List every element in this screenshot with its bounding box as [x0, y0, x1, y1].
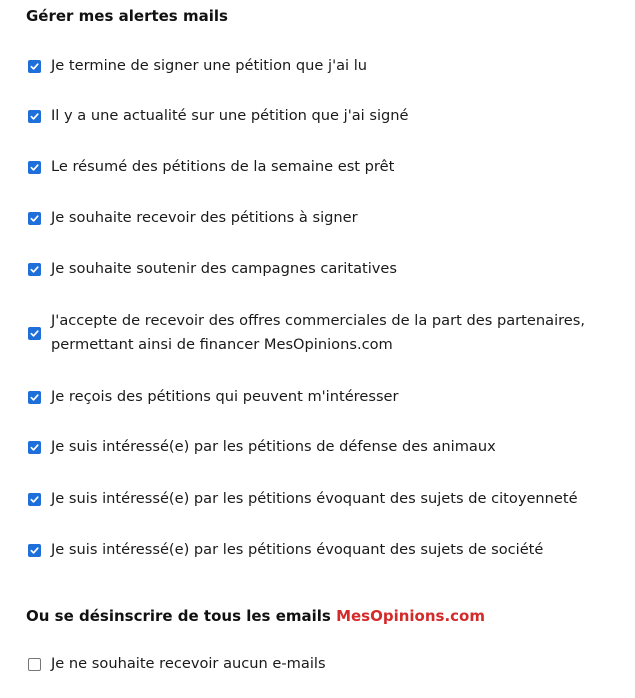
alert-option-checkbox[interactable] — [28, 327, 41, 340]
alert-option-label[interactable]: Je suis intéressé(e) par les pétitions de défense des animaux — [51, 438, 496, 455]
alert-option-label[interactable]: J'accepte de recevoir des offres commerciales de la part des partenaires, permettant ainsi de financer MesOpinions.com — [51, 312, 586, 353]
alert-option-label[interactable]: Je reçois des pétitions qui peuvent m'intéresser — [51, 388, 399, 405]
alert-option-checkbox[interactable] — [28, 161, 41, 174]
alert-option-label[interactable]: Je termine de signer une pétition que j'ai lu — [51, 57, 368, 74]
alert-option[interactable] — [28, 309, 629, 357]
unsubscribe-title-text: Ou se désinscrire de tous les emails — [26, 607, 337, 625]
alert-option[interactable] — [28, 487, 629, 511]
alert-option-label[interactable]: Je suis intéressé(e) par les pétitions évoquant des sujets de société — [51, 541, 544, 558]
alert-option-label[interactable]: Je souhaite soutenir des campagnes caritatives — [51, 260, 398, 277]
alert-option-checkbox[interactable] — [28, 212, 41, 225]
alert-option[interactable] — [28, 155, 629, 179]
alert-option[interactable] — [28, 435, 629, 459]
alert-option-label[interactable]: Je souhaite recevoir des pétitions à signer — [51, 209, 358, 226]
unsubscribe-all-label[interactable]: Je ne souhaite recevoir aucun e-mails — [51, 655, 326, 672]
alert-option[interactable] — [28, 257, 629, 281]
alert-option[interactable] — [28, 206, 629, 230]
alert-option-label[interactable]: Je suis intéressé(e) par les pétitions évoquant des sujets de citoyenneté — [51, 490, 578, 507]
alert-option-checkbox[interactable] — [28, 493, 41, 506]
unsubscribe-title — [26, 607, 485, 625]
alert-option[interactable] — [28, 54, 629, 78]
alert-option[interactable] — [28, 538, 629, 562]
alert-option-checkbox[interactable] — [28, 263, 41, 276]
alert-option-checkbox[interactable] — [28, 544, 41, 557]
unsubscribe-all-option[interactable] — [28, 652, 629, 676]
alert-option-label[interactable]: Il y a une actualité sur une pétition que j'ai signé — [51, 107, 409, 124]
alerts-title — [26, 7, 228, 25]
alert-option-label[interactable]: Le résumé des pétitions de la semaine est prêt — [51, 158, 395, 175]
alert-option-checkbox[interactable] — [28, 60, 41, 73]
alert-option[interactable] — [28, 104, 629, 128]
alerts-title-text: Gérer mes alertes mails — [26, 7, 228, 25]
alert-option-checkbox[interactable] — [28, 391, 41, 404]
alert-option-checkbox[interactable] — [28, 110, 41, 123]
brand-name: MesOpinions.com — [336, 607, 485, 625]
alert-option-checkbox[interactable] — [28, 441, 41, 454]
unsubscribe-all-checkbox[interactable] — [28, 658, 41, 671]
alert-option[interactable] — [28, 385, 629, 409]
